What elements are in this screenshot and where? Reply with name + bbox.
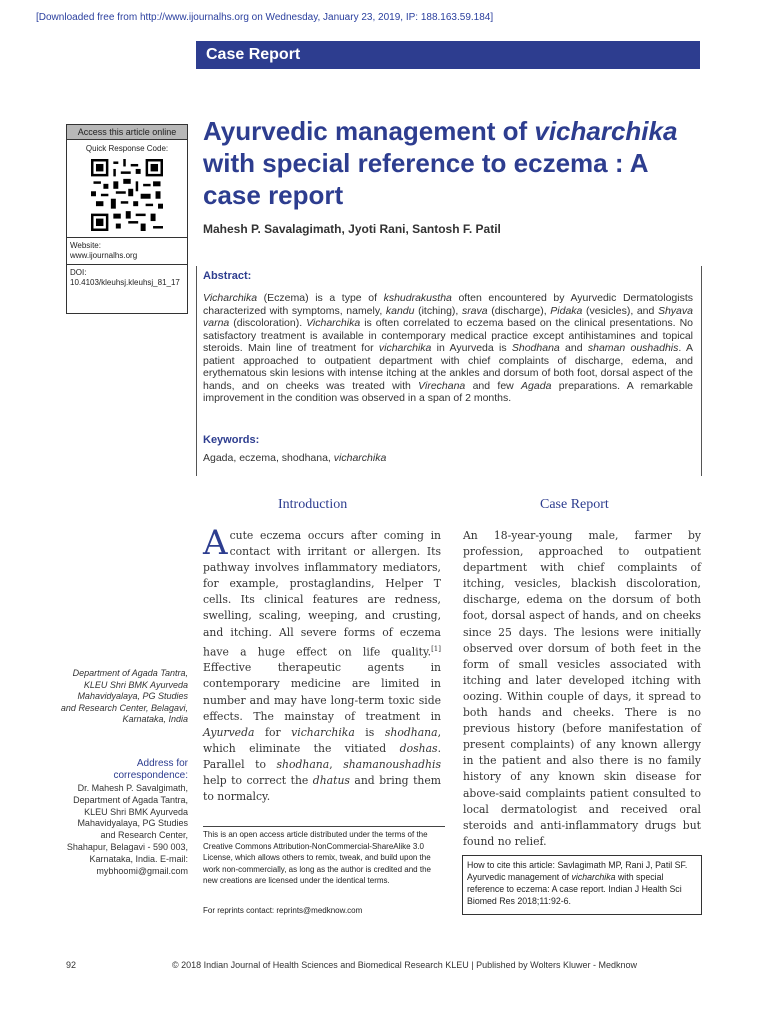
doi-section xyxy=(67,264,187,291)
abstract-heading: Abstract: xyxy=(203,270,252,282)
abstract-term: kandu xyxy=(385,304,415,317)
intro-term: shamanoushadhis xyxy=(343,757,441,771)
introduction-heading: Introduction xyxy=(278,497,348,512)
intro-term: dhatus xyxy=(312,774,350,787)
keywords-text xyxy=(203,452,386,464)
qr-label: Quick Response Code: xyxy=(85,144,169,153)
keywords-term: vicharchika xyxy=(333,452,387,464)
abstract-fragment: and few xyxy=(465,379,522,392)
citation-box xyxy=(462,855,702,915)
citation-term: vicharchika xyxy=(571,872,616,882)
title-part: with special reference to eczema : A case report xyxy=(203,148,648,210)
abstract-fragment: (discharge), xyxy=(487,304,551,317)
abstract-fragment: (discoloration). xyxy=(229,317,307,329)
abstract-fragment: preparations. A remarkable improvement in the condition was observed in a span of 2 months. xyxy=(203,379,693,404)
citation-fragment: with special reference to eczema: A case report. Indian J Health Sci Biomed Res 2018;11:92-6. xyxy=(467,872,682,906)
abstract-term: Agada xyxy=(521,379,552,392)
abstract-term: kshudrakustha xyxy=(383,292,452,304)
intro-fragment: , xyxy=(329,757,344,771)
address-heading: Address for correspondence: xyxy=(113,758,188,781)
intro-term: Ayurveda xyxy=(203,725,255,739)
intro-fragment: and bring them to normalcy. xyxy=(203,774,441,804)
citation-fragment: How to cite this article: Savlagimath MP, Rani J, Patil SF. Ayurvedic management of xyxy=(467,860,688,882)
introduction-text xyxy=(203,523,441,805)
abstract-fragment: . A patient approached to outpatient department with chief complaints of discharge, edema, and erythematous skin lesions with intense itching at the ankles and dorsum of both foot, dorsal aspect of the hands, and on cheeks was treated with xyxy=(203,342,693,392)
keywords-fragment: Agada, eczema, shodhana, xyxy=(203,452,334,464)
authors: Mahesh P. Savalagimath, Jyoti Rani, Santosh F. Patil xyxy=(203,222,501,236)
abstract-term: Vicharchika xyxy=(203,292,258,304)
intro-fragment: Effective therapeutic agents in contemporary medicine are limited in number and may have long-term toxic side effects. The mainstay of treatment in xyxy=(203,661,441,723)
affiliation: Department of Agada Tantra, KLEU Shri BMK Ayurveda Mahavidyalaya, PG Studies and Research Center, Belagavi, Karnataka, India xyxy=(60,668,188,724)
intro-fragment: , which eliminate the vitiated xyxy=(203,725,441,755)
reprints-contact: For reprints contact: reprints@medknow.com xyxy=(203,906,363,915)
website-label: Website: xyxy=(70,241,101,250)
qr-code-icon[interactable] xyxy=(91,159,163,231)
article-type-banner: Case Report xyxy=(196,41,700,69)
intro-term: vicharchika xyxy=(291,725,355,739)
drop-cap: A xyxy=(203,523,228,563)
abstract-fragment: is often correlated to eczema based on the clinical presentations. No satisfactory treatment is available in contemporary medical practice except antihistamines and topical steroids. Main line of treatment for xyxy=(203,317,693,354)
title-part-italic: vicharchika xyxy=(534,116,678,146)
abstract-fragment: and xyxy=(559,342,588,354)
intro-fragment: . Parallel to xyxy=(203,741,441,771)
access-box xyxy=(66,124,188,314)
download-notice: [Downloaded free from http://www.ijournalhs.org on Wednesday, January 23, 2019, IP: 188.163.59.184] xyxy=(36,12,494,23)
intro-fragment: cute eczema occurs after coming in contact with irritant or allergen. Its pathway involves inflammatory mediators, for example, prostaglandins, Helper T cells. Its clinical features are redness, swelling, scaling, weeping, and crusting, and itching. All severe forms of eczema have a huge effect on life quality. xyxy=(203,529,441,659)
page-number: 92 xyxy=(66,960,77,970)
abstract-term: Vicharchika xyxy=(306,317,361,329)
article-title xyxy=(203,115,703,211)
correspondence-address: Dr. Mahesh P. Savalgimath, Department of Agada Tantra, KLEU Shri BMK Ayurveda Mahavidyalaya, PG Studies and Research Center, Shahapur, Belagavi - 590 003, Karnataka, India. E-mail: mybhoomi@gmail.com xyxy=(66,783,188,876)
abstract-text xyxy=(203,292,693,405)
intro-term: doshas xyxy=(399,741,438,755)
abstract-term: Shodhana xyxy=(511,342,560,354)
intro-fragment: is xyxy=(354,725,385,739)
intro-fragment: for xyxy=(254,725,292,739)
abstract-term: shaman oushadhis xyxy=(587,342,679,354)
license-notice: This is an open access article distributed under the terms of the Creative Commons Attribution-NonCommercial-ShareAlike 3.0 License, which allows others to remix, tweak, and build upon the work non-commercially, as long as the author is credited and the new creations are licensed under the identical terms. xyxy=(203,826,445,887)
page-footer: © 2018 Indian Journal of Health Sciences and Biomedical Research KLEU | Published by Wolters Kluwer - Medknow xyxy=(172,960,638,970)
abstract-fragment: (vesicles), and xyxy=(582,304,658,317)
access-header: Access this article online xyxy=(67,125,187,140)
case-report-heading: Case Report xyxy=(540,497,609,512)
keywords-heading: Keywords: xyxy=(203,434,260,446)
doi-value[interactable]: 10.4103/kleuhsj.kleuhsj_81_17 xyxy=(70,278,180,287)
doi-label: DOI: xyxy=(70,268,87,277)
abstract-term: srava xyxy=(461,304,488,317)
website-link[interactable]: www.ijournalhs.org xyxy=(70,251,138,260)
intro-fragment: help to correct the xyxy=(203,774,313,787)
website-section xyxy=(67,237,187,264)
abstract-fragment: often encountered by Ayurvedic Dermatologists characterized with symptoms, namely, xyxy=(203,292,693,317)
intro-term: shodhana xyxy=(384,725,438,739)
abstract-fragment: in Ayurveda is xyxy=(431,342,512,354)
case-report-text: An 18-year-young male, farmer by profession, approached to outpatient department with chief complaints of itching, vesicles, blackish discoloration, discharge, edema on the dorsum of both foot, dorsal aspect of hands, and on cheeks since 25 days. The lesions were initially observed over dorsum of both feet in the form of small vesicles associated with itching and later developed itching with oozing. Within couple of days, it spread to both hands and cheeks. There is no previous history (before manifestation of present complaints) of any known allergy in the patient and also there is no family history of any known skin disease for above-said complaints patient consulted to local dermatologist and received oral steroids and anti-inflammatory drugs but found no relief. xyxy=(463,529,701,848)
title-part: Ayurvedic management of xyxy=(203,116,535,146)
citation-reference[interactable]: [1] xyxy=(431,644,441,653)
intro-term: shodhana xyxy=(276,757,330,771)
abstract-term: Pidaka xyxy=(550,304,583,317)
abstract-term: Shyava varna xyxy=(203,304,693,329)
abstract-fragment: (Eczema) is a type of xyxy=(257,292,384,304)
abstract-term: vicharchika xyxy=(378,342,432,354)
abstract-term: Virechana xyxy=(418,379,466,392)
abstract-fragment: (itching), xyxy=(414,304,462,317)
